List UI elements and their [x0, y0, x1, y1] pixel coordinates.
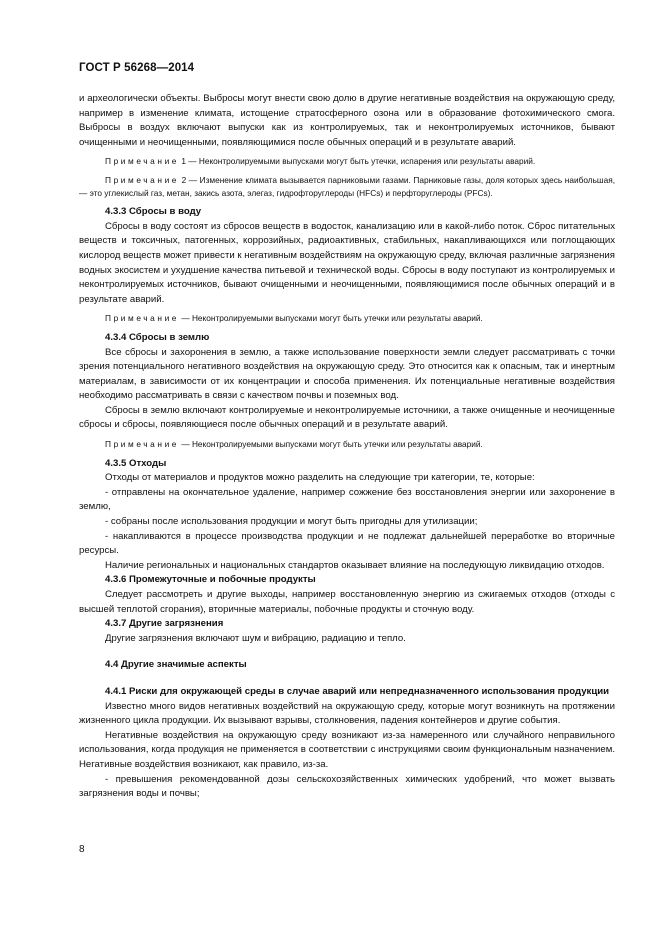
list-item: - собраны после использования продукции и могут быть пригодны для утилизации;	[105, 516, 478, 528]
page-number: 8	[79, 844, 85, 855]
paragraph: Следует рассмотреть и другие выходы, например восстановленную энергию из сжигаемых отходов (отходы с высшей теплотой сгорания), вторичные материалы, побочные продукты и сточную воду.	[79, 589, 615, 615]
section-heading: 4.3.4 Сбросы в землю	[105, 331, 210, 343]
paragraph: Все сбросы и захоронения в землю, а также использование поверхности земли следует рассматривать с точки зрения потенциального негативного воздействия на окружающую среду. Это относится как к опасным, так и инертным материалам, в зависимости от их концентрации и способа применения. Их потенциальные негативные воздействия необходимо рассматривать в связи с качеством почвы и поземных вод.	[79, 346, 615, 402]
note-label: Примечание	[105, 174, 180, 185]
paragraph: Известно много видов негативных воздействий на окружающую среду, которые могут возникнуть на протяжении жизненного цикла продукции. Их вызывают взрывы, столкновения, падения контейнеров и другие события.	[79, 700, 615, 727]
section-heading: 4.3.6 Промежуточные и побочные продукты	[105, 574, 316, 586]
document-code-header: ГОСТ Р 56268—2014	[79, 62, 195, 74]
note	[79, 438, 615, 451]
note-label: Примечание	[105, 156, 180, 167]
section-heading: 4.3.7 Другие загрязнения	[105, 618, 224, 630]
paragraph: и археологически объекты. Выбросы могут внести свою долю в другие негативные воздействия на окружающую среду, например в изменение климата, истощение стратосферного озона или в образование фотохимического смога. Выбросы в воздух включают выпуски как из контролируемых, так и неконтролируемых источников, бывают очищенными и неочищенными, появляющимися после обычных операций и в результате аварий.	[79, 93, 615, 148]
list-item: - накапливаются в процессе производства продукции и не подлежат дальнейшей переработке во вторичные ресурсы.	[79, 530, 615, 557]
paragraph: Негативные воздействия на окружающую среду возникают из-за намеренного или случайного неправильного использования, когда продукция не применяется в соответствии с инструкциями своим функциональным назначением. Негативные воздействия возникают, как правило, из-за.	[79, 729, 615, 770]
paragraph: Сбросы в воду состоят из сбросов веществ в водосток, канализацию или в какой-либо поток. Сброс питательных веществ и токсичных, патогенных, коррозийных, радиоактивных, стабильных, накапливающихся или поглощающих кислород веществ может привести к негативным воздействиям на окружающую среду, включая различные загрязнения водных экосистем и ухудшение качества питьевой и технической воды. Сбросы в воду поступают из контролируемых и неконтролируемых источников, бывают очищенными и неочищенными, появляющимися после обычных операций и в результате аварий.	[79, 220, 615, 305]
list-item: - отправлены на окончательное удаление, например сожжение без восстановления энергии или захоронение в землю,	[79, 486, 615, 513]
note-text: 1 — Неконтролируемыми выпусками могут быть утечки, испарения или результаты аварий.	[179, 156, 536, 167]
paragraph: Наличие региональных и национальных стандартов оказывает влияние на последующую ликвидацию отходов.	[105, 559, 605, 571]
note-text: — Неконтролируемыми выпусками могут быть утечки или результаты аварий.	[179, 439, 483, 450]
section-heading: 4.3.5 Отходы	[105, 457, 167, 469]
note	[79, 312, 615, 325]
paragraph: Сбросы в землю включают контролируемые и неконтролируемые источники, а также очищенные и неочищенные сбросы и сбросы, появляющиеся после обычных операций и в результате аварий.	[79, 404, 615, 431]
note	[79, 174, 615, 199]
paragraph: Отходы от материалов и продуктов можно разделить на следующие три категории, те, которые:	[105, 472, 535, 484]
paragraph: Другие загрязнения включают шум и вибрацию, радиацию и тепло.	[105, 632, 406, 644]
section-heading: 4.3.3 Сбросы в воду	[105, 206, 202, 218]
note	[79, 155, 615, 168]
note-text: — Неконтролируемыми выпусками могут быть утечки или результаты аварий.	[179, 313, 483, 324]
note-text: 2 — Изменение климата вызывается парниковыми газами. Парниковые газы, доля которых здесь наибольшая, — это углекислый газ, метан, закись азота, элегаз, гидрофторуглероды (HFCs) и перфторуглероды (PFCs).	[79, 174, 615, 198]
note-label: Примечание	[105, 439, 180, 450]
list-item: - превышения рекомендованной дозы сельскохозяйственных химических удобрений, что может вызвать загрязнения воды и почвы;	[79, 773, 615, 800]
section-heading: 4.4 Другие значимые аспекты	[105, 659, 247, 671]
note-label: Примечание	[105, 313, 180, 324]
document-body	[79, 92, 615, 802]
section-heading: 4.4.1 Риски для окружающей среды в случае аварий или непредназначенного использования продукции	[105, 685, 610, 697]
